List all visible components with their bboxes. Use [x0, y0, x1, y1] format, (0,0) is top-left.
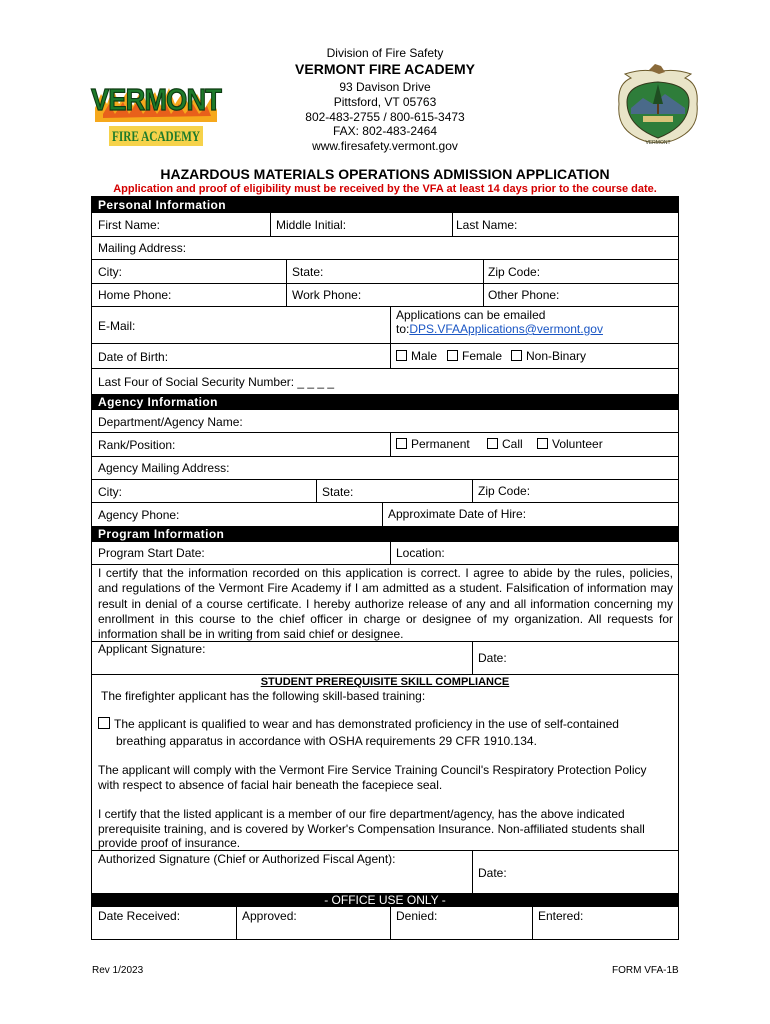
scba-checkbox[interactable] — [98, 717, 110, 729]
row-divider — [92, 502, 678, 503]
gender-male-option[interactable] — [396, 349, 437, 363]
program-start-date-field[interactable]: Program Start Date: — [98, 546, 205, 560]
other-phone-field[interactable]: Other Phone: — [488, 288, 560, 302]
work-phone-field[interactable]: Work Phone: — [292, 288, 362, 302]
location-field[interactable]: Location: — [396, 546, 445, 560]
row-divider — [92, 283, 678, 284]
row-divider — [92, 259, 678, 260]
office-use-only-banner: - OFFICE USE ONLY - — [92, 893, 678, 907]
email-note-prefix: to: — [396, 322, 410, 336]
date-of-birth-field[interactable]: Date of Birth: — [98, 350, 169, 364]
website: www.firesafety.vermont.gov — [312, 139, 458, 153]
date-received-field[interactable]: Date Received: — [98, 909, 181, 923]
agency-certification: I certify that the listed applicant is a member of our fire department/agency, has the above indicated prerequisite training, and is covered by Worker's Compensation Insurance. Non-affiliated students shall provide proof of insurance. — [98, 807, 645, 850]
state-field[interactable]: State: — [292, 265, 324, 279]
email-note-line-2 — [396, 322, 603, 336]
col-divider — [390, 306, 391, 368]
female-label: Female — [462, 349, 503, 363]
denied-field[interactable]: Denied: — [396, 909, 438, 923]
rank-position-field[interactable]: Rank/Position: — [98, 438, 176, 452]
status-permanent-option[interactable] — [396, 437, 470, 451]
phone-numbers: 802-483-2755 / 800-615-3473 — [305, 110, 465, 124]
authorized-signature-field[interactable]: Authorized Signature (Chief or Authorized Fiscal Agent): — [98, 852, 396, 866]
nonbinary-checkbox[interactable] — [511, 350, 522, 361]
male-label: Male — [411, 349, 438, 363]
col-divider — [390, 907, 391, 939]
first-name-field[interactable]: First Name: — [98, 218, 161, 232]
facial-hair-policy: The applicant will comply with the Vermont Fire Service Training Council's Respiratory Protection Policy with respect to absence of facial hair beneath the facepiece seal. — [98, 763, 647, 793]
scba-statement-line-2: breathing apparatus in accordance with OSHA requirements 29 CFR 1910.134. — [116, 734, 537, 748]
vermont-state-seal — [613, 64, 703, 146]
compliance-intro: The firefighter applicant has the following skill-based training: — [101, 689, 426, 703]
call-checkbox[interactable] — [487, 438, 498, 449]
fax-number: FAX: 802-483-2464 — [332, 124, 438, 138]
col-divider — [382, 502, 383, 526]
applicant-signature-field[interactable]: Applicant Signature: — [98, 642, 206, 656]
email-field[interactable]: E-Mail: — [98, 319, 136, 333]
applicant-signature-date-field[interactable]: Date: — [478, 651, 507, 665]
col-divider — [472, 850, 473, 893]
status-call-option[interactable] — [487, 437, 523, 451]
entered-field[interactable]: Entered: — [538, 909, 584, 923]
department-agency-name-field[interactable]: Department/Agency Name: — [98, 415, 243, 429]
city-field[interactable]: City: — [98, 265, 122, 279]
middle-initial-field[interactable]: Middle Initial: — [276, 218, 347, 232]
address-line-2: Pittsford, VT 05763 — [333, 95, 437, 109]
row-divider — [92, 850, 678, 851]
section-agency-information: Agency Information — [92, 394, 678, 410]
col-divider — [483, 259, 484, 306]
email-note: Applications can be emailed — [396, 308, 546, 322]
row-divider — [92, 564, 678, 565]
division-name: Division of Fire Safety — [326, 46, 444, 60]
zip-code-field[interactable]: Zip Code: — [488, 265, 541, 279]
col-divider — [316, 479, 317, 502]
male-checkbox[interactable] — [396, 350, 407, 361]
female-checkbox[interactable] — [447, 350, 458, 361]
col-divider — [472, 641, 473, 674]
section-personal-information: Personal Information — [92, 197, 678, 213]
certification-statement: I certify that the information recorded on this application is correct. I agree to abide by the rules, policies, and regulations of the Vermont Fire Academy if I am admitted as a student. Falsification of information may result in denial of a course certificate. I hereby authorize release of any and all information concerning my enrollment in this course to the chief officer in charge or designee of my organization. All requests for information shall be in writing from said chief or designee. — [98, 566, 673, 642]
ssn-last-four-field[interactable]: Last Four of Social Security Number: _ _ _ _ — [98, 375, 335, 389]
row-divider — [92, 432, 678, 433]
col-divider — [390, 542, 391, 564]
col-divider — [390, 432, 391, 456]
volunteer-label: Volunteer — [552, 437, 603, 451]
nonbinary-label: Non-Binary — [526, 349, 587, 363]
row-divider — [92, 368, 678, 369]
col-divider — [532, 907, 533, 939]
gender-nonbinary-option[interactable] — [511, 349, 586, 363]
svg-text:VERMONT: VERMONT — [645, 140, 671, 146]
row-divider — [92, 343, 678, 344]
form-number: FORM VFA-1B — [612, 965, 679, 976]
compliance-heading: STUDENT PREREQUISITE SKILL COMPLIANCE — [260, 676, 510, 688]
agency-zip-code-field[interactable]: Zip Code: — [478, 484, 531, 498]
volunteer-checkbox[interactable] — [537, 438, 548, 449]
svg-text:VERMONT: VERMONT — [91, 82, 222, 117]
row-divider — [92, 456, 678, 457]
academy-name: VERMONT FIRE ACADEMY — [295, 61, 475, 77]
col-divider — [270, 213, 271, 236]
last-name-field[interactable]: Last Name: — [456, 218, 518, 232]
home-phone-field[interactable]: Home Phone: — [98, 288, 172, 302]
hire-date-field[interactable]: Approximate Date of Hire: — [388, 507, 527, 521]
section-program-information: Program Information — [92, 526, 678, 542]
call-label: Call — [502, 437, 523, 451]
email-address-link[interactable]: DPS.VFAApplications@vermont.gov — [409, 322, 603, 336]
revision-date: Rev 1/2023 — [92, 965, 144, 976]
gender-female-option[interactable] — [447, 349, 502, 363]
col-divider — [286, 259, 287, 306]
agency-city-field[interactable]: City: — [98, 485, 122, 499]
agency-mailing-address-field[interactable]: Agency Mailing Address: — [98, 461, 230, 475]
scba-qualification-option[interactable] — [98, 717, 619, 731]
permanent-checkbox[interactable] — [396, 438, 407, 449]
status-volunteer-option[interactable] — [537, 437, 603, 451]
svg-text:FIRE ACADEMY: FIRE ACADEMY — [112, 129, 201, 145]
row-divider — [92, 479, 678, 480]
authorized-signature-date-field[interactable]: Date: — [478, 866, 507, 880]
scba-statement: The applicant is qualified to wear and has demonstrated proficiency in the use of self-contained — [114, 717, 619, 731]
permanent-label: Permanent — [411, 437, 470, 451]
row-divider — [92, 306, 678, 307]
mailing-address-field[interactable]: Mailing Address: — [98, 241, 187, 255]
address-line-1: 93 Davison Drive — [339, 80, 431, 94]
col-divider — [452, 213, 453, 236]
vermont-fire-academy-logo — [87, 74, 225, 148]
form-title: HAZARDOUS MATERIALS OPERATIONS ADMISSION APPLICATION — [160, 166, 610, 182]
approved-field[interactable]: Approved: — [242, 909, 297, 923]
agency-phone-field[interactable]: Agency Phone: — [98, 508, 180, 522]
col-divider — [236, 907, 237, 939]
row-divider — [92, 236, 678, 237]
col-divider — [472, 479, 473, 502]
agency-state-field[interactable]: State: — [322, 485, 354, 499]
form-subtitle: Application and proof of eligibility must be received by the VFA at least 14 days prior to the course date. — [113, 183, 657, 195]
